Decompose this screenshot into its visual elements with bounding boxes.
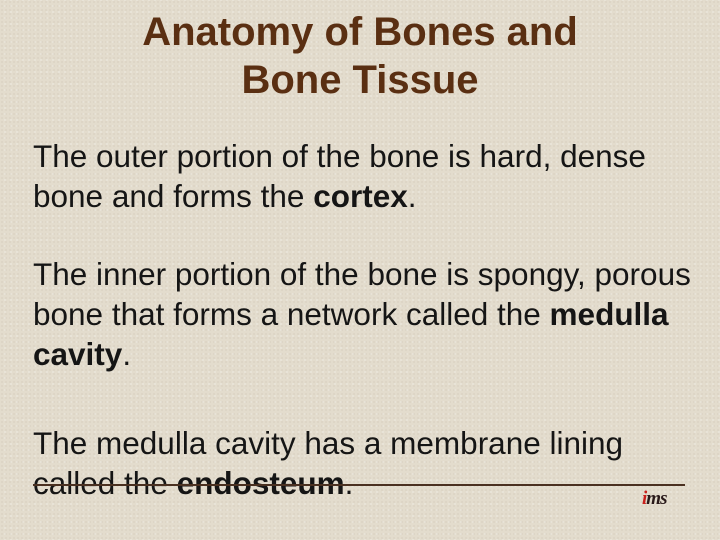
paragraph-3-text: The medulla cavity has a membrane lining called the [33,425,624,501]
paragraph-medulla [33,254,713,374]
paragraph-endosteum [33,423,713,503]
paragraph-cortex [33,136,713,216]
logo-letter-s: s [660,488,667,509]
logo-letter-i: i [642,488,647,509]
logo-letter-m: m [646,488,661,509]
footer-rule [33,484,685,486]
paragraph-2-end: . [122,336,132,372]
title-line-2: Bone Tissue [241,58,479,102]
paragraph-3-end: . [344,465,354,501]
title-line-1: Anatomy of Bones and [142,10,578,54]
term-cortex: cortex [313,178,408,214]
term-medulla-cavity: medulla cavity [33,296,669,372]
paragraph-2-text: The inner portion of the bone is spongy, porous bone that forms a network called the [33,256,691,332]
term-endosteum: endosteum [176,465,345,501]
paragraph-1-end: . [407,178,417,214]
slide-title [0,8,720,104]
paragraph-1-text: The outer portion of the bone is hard, dense bone and forms the [33,138,646,214]
ims-logo [642,486,688,508]
